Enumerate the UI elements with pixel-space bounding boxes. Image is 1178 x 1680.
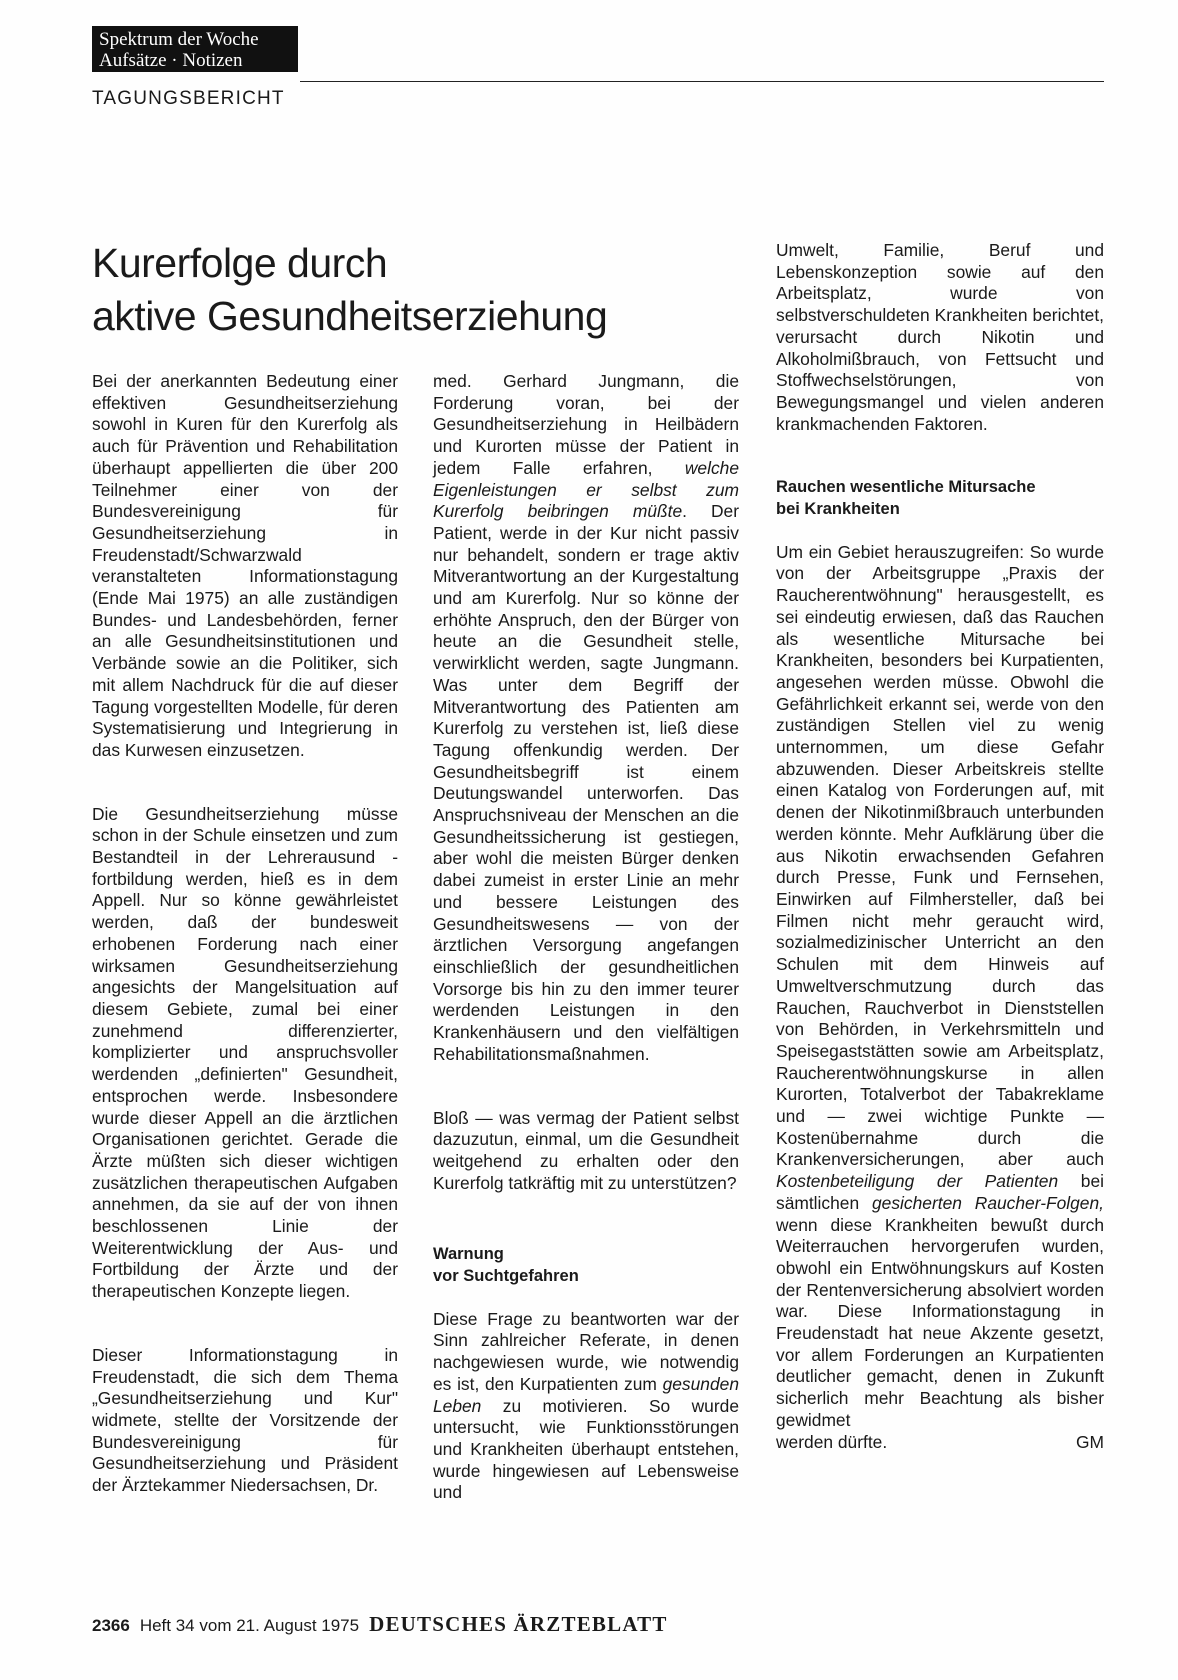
paragraph: Dieser Informationstagung in Freudenstadt, die sich dem Thema „Gesundheitserziehung und Kur" widmete, stellte der Vorsitzende der Bundesvereinigung für Gesundheitserziehung und Präsident der Ärztekammer Niedersachsen, Dr. [92, 1344, 398, 1496]
emphasis: gesunden Leben [433, 1373, 739, 1416]
paragraph [433, 1309, 739, 1504]
paragraph-gap [433, 1066, 739, 1108]
paragraph [433, 371, 739, 1066]
paragraph: Bei der anerkannten Bedeutung einer effektiven Gesundheitserziehung sowohl in Kuren für den Kurerfolg als auch für Prävention und Rehabilitation überhaupt appellierten die über 200 Teilnehmer einer von der Bundesvereinigung für Gesundheitserziehung in Freudenstadt/Schwarzwald veranstalteten Informationstagung (Ende Mai 1975) an alle zuständigen Bundes- und Landesbehörden, ferner an alle Gesundheitsinstitutionen und Verbände sowie an die Politiker, sich mit allem Nachdruck für die auf dieser Tagung vorgestellten Modelle, für deren Systematisierung und Integrierung in das Kurwesen einzusetzen. [92, 371, 398, 760]
emphasis: welche Eigenleistungen er selbst zum Kurerfolg beibringen müßte [433, 457, 739, 522]
title-line-1: Kurerfolge durch [92, 240, 388, 286]
header-line-1: Spektrum der Woche [99, 29, 259, 50]
subheading-line: bei Krankheiten [776, 500, 900, 519]
subheading-warnung [433, 1244, 739, 1287]
paragraph-gap [92, 762, 398, 804]
text-run: bei sämtlichen [776, 1171, 1104, 1213]
author-initials: GM [1075, 1431, 1104, 1452]
column-2 [433, 371, 739, 1504]
paragraph-gap [776, 435, 1104, 477]
header-rule [300, 81, 1104, 82]
subheading-line: Warnung [433, 1245, 504, 1264]
subheading-line: vor Suchtgefahren [433, 1267, 579, 1286]
paragraph: Bloß — was vermag der Patient selbst dazuzutun, einmal, um die Gesundheit weitgehend zu erhalten oder den Kurerfolg tatkräftig mit zu unterstützen? [433, 1107, 739, 1193]
paragraph: Die Gesundheitserziehung müsse schon in der Schule einsetzen und zum Bestandteil in der Lehrerausund -fortbildung werden, hieß es in dem Appell. Nur so könne gewährleistet werden, daß der bundesweit erhobenen Forderung nach einer wirksamen Gesundheitserziehung angesichts der Mangelsituation auf diesem Gebiete, zumal bei einer zunehmend differenzierter, komplizierter und anspruchsvoller werdenden „definierten" Gesundheit, entsprochen werde. Insbesondere wurde dieser Appell an die ärztlichen Organisationen gerichtet. Gerade die Ärzte müßten sich dieser wichtigen zusätzlichen therapeutischen Aufgaben annehmen, da sie auf der von ihnen beschlossenen Linie der Weiterentwicklung der Aus- und Fortbildung der Ärzte und der therapeutischen Konzepte liegen. [92, 803, 398, 1302]
article-title [92, 237, 732, 343]
page-number: 2366 [92, 1616, 130, 1635]
text-run: wenn diese Krankheiten bewußt durch Weiterrauchen hervorgerufen wurden, obwohl ein Entwöhnungskurs auf Kosten der Rentenversicherung absolviert worden war. Diese Informationstagung in Freudenstadt hat neue Akzente gesetzt, vor allem Forderungen an Kurpatienten deutlicher gemacht, denen in Zukunft sicherlich mehr Beachtung als bisher gewidmet [776, 1214, 1104, 1430]
page-footer [92, 1612, 1104, 1642]
text-run: med. Gerhard Jungmann, die Forderung voran, bei der Gesundheitserziehung in Heilbädern und Kurorten müsse der Patient in jedem Falle erfahren, [433, 371, 739, 478]
paragraph-gap [776, 521, 1104, 542]
text-run: Um ein Gebiet herauszugreifen: So wurde von der Arbeitsgruppe „Praxis der Raucherentwöhnung" herausgestellt, es sei eindeutig erwiesen, daß das Rauchen als wesentliche Mitursache bei Krankheiten, besonders bei Kurpatienten, angesehen werden müsse. Obwohl die Gefährlichkeit erkannt sei, werde von den zuständigen Stellen viel zu wenig unternommen, um diese Gefahr abzuwenden. Dieser Arbeitskreis stellte einen Katalog von Forderungen auf, mit denen der Nikotinmißbrauch unterbunden werden könnte. Mehr Aufklärung über die aus Nikotin erwachsenden Gefahren durch Presse, Funk und Fernsehen, Einwirken auf Filmhersteller, daß bei Filmen nicht mehr geraucht wird, sozialmedizinischer Unterricht an den Schulen mit dem Hinweis auf Umweltverschmutzung durch das Rauchen, Rauchverbot in Dienststellen von Behörden, in Verkehrsmitteln und Speisegaststätten sowie am Arbeitsplatz, Raucherentwöhnungskurse in allen Kurorten, Totalverbot der Tabakreklame und — zwei wichtige Punkte — Kostenübernahme durch die Krankenversicherungen, aber auch [776, 541, 1104, 1170]
paragraph-gap [92, 1303, 398, 1345]
text-run: . Der Patient, werde in der Kur nicht passiv nur behandelt, sondern er trage aktiv Mitverantwortung an der Kurgestaltung und am Kurerfolg. Nur so könne der erhöhte Anspruch, den der Bürger von heute an die Gesundheit stelle, verwirklicht werden, sagte Jungmann. Was unter dem Begriff der Mitverantwortung des Patienten am Kurerfolg zu verstehen ist, ließ diese Tagung offenkundig werden. Der Gesundheitsbegriff ist einem Deutungswandel unterworfen. Das Anspruchsniveau der Menschen an die Gesundheitssicherung ist gestiegen, aber wohl die meisten Bürger denken dabei zumeist in erster Linie an mehr und bessere Leistungen des Gesundheitswesens — von der ärztlichen Versorgung angefangen einschließlich der gesundheitlichen Vorsorge bis hin zu den immer teurer werdenden Leistungen in den Krankenhäusern und den vielfältigen Rehabilitationsmaßnahmen. [433, 501, 740, 1064]
paragraph [776, 542, 1104, 1432]
signoff-row [776, 1432, 1104, 1454]
title-line-2: aktive Gesundheitserziehung [92, 293, 608, 339]
column-1 [92, 371, 398, 1497]
paragraph: Umwelt, Familie, Beruf und Lebenskonzeption sowie auf den Arbeitsplatz, wurde von selbstverschuldeten Krankheiten berichtet, verursacht durch Nikotin und Alkoholmißbrauch, von Fettsucht und Stoffwechselstörungen, von Bewegungsmangel und vielen anderen krankmachenden Faktoren. [776, 240, 1104, 434]
section-label: TAGUNGSBERICHT [92, 88, 285, 109]
text-run: zu motivieren. So wurde untersucht, wie Funktionsstörungen und Krankheiten überhaupt entstehen, wurde hingewiesen auf Lebensweise und [433, 1395, 739, 1503]
issue-info: Heft 34 vom 21. August 1975 [139, 1616, 360, 1635]
subheading-line: Rauchen wesentliche Mitursache [776, 478, 1036, 497]
header-line-2: Aufsätze · Notizen [99, 50, 243, 71]
last-line: werden dürfte. [776, 1431, 888, 1452]
text-run: Diese Frage zu beantworten war der Sinn zahlreicher Referate, in denen nachgewiesen wurde, wie notwendig es ist, den Kurpatienten zum [433, 1308, 739, 1394]
column-3 [776, 240, 1104, 1453]
section-header-box [92, 26, 298, 72]
paragraph-gap [433, 1288, 739, 1309]
subheading-rauchen [776, 477, 1104, 520]
journal-name: DEUTSCHES ÄRZTEBLATT [369, 1612, 668, 1636]
emphasis: Kostenbeteiligung der Patienten [776, 1171, 1059, 1192]
paragraph-gap [433, 1194, 739, 1244]
emphasis: gesicherten Raucher-Folgen, [872, 1192, 1104, 1213]
